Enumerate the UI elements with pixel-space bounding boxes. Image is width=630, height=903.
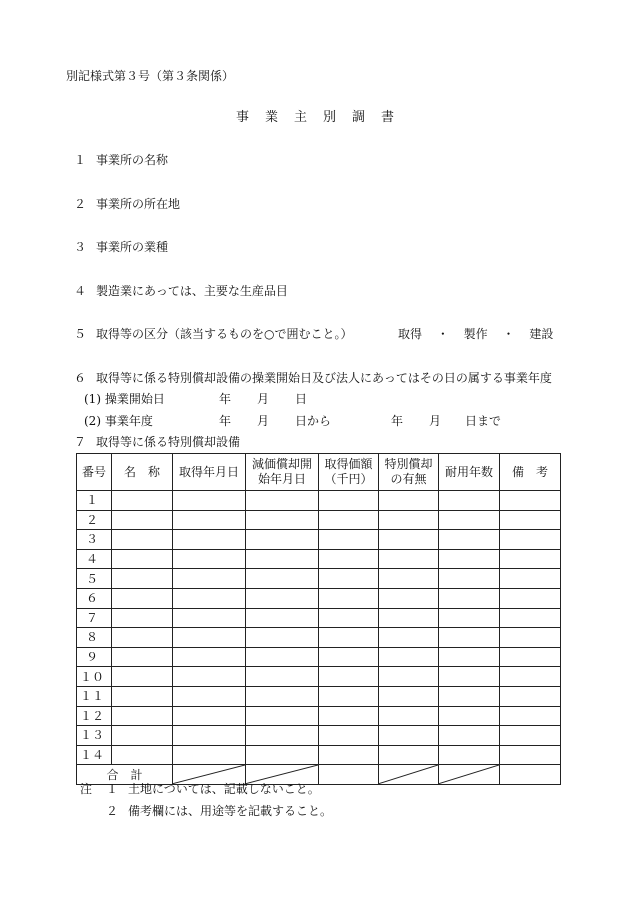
- table-cell[interactable]: [439, 667, 500, 687]
- day-until: 日まで: [465, 414, 502, 428]
- table-cell[interactable]: [439, 549, 500, 569]
- item-6: [74, 370, 552, 386]
- option-construct[interactable]: 建設: [529, 327, 554, 341]
- table-cell[interactable]: [246, 510, 319, 530]
- item-number: ２: [74, 197, 87, 211]
- table-row: [77, 706, 561, 726]
- total-cell[interactable]: [500, 765, 561, 785]
- row-number-cell: ６: [77, 588, 112, 608]
- table-cell[interactable]: [173, 628, 246, 648]
- table-cell[interactable]: [112, 491, 173, 511]
- item-number: ７: [74, 435, 87, 449]
- table-header-row: [77, 454, 561, 491]
- table-cell[interactable]: [319, 706, 379, 726]
- table-cell[interactable]: [112, 686, 173, 706]
- item-3: [74, 239, 168, 255]
- table-cell[interactable]: [319, 510, 379, 530]
- header-special-depreciation: [379, 454, 439, 491]
- table-cell[interactable]: [112, 510, 173, 530]
- table-cell[interactable]: [319, 549, 379, 569]
- year-unit: 年: [219, 392, 232, 406]
- table-cell[interactable]: [500, 647, 561, 667]
- table-cell[interactable]: [246, 569, 319, 589]
- table-row: [77, 726, 561, 746]
- row-number-cell: ３: [77, 530, 112, 550]
- table-cell[interactable]: [246, 686, 319, 706]
- item-2: [74, 196, 180, 212]
- table-cell[interactable]: [379, 569, 439, 589]
- table-row: [77, 686, 561, 706]
- table-cell[interactable]: [319, 667, 379, 687]
- slashed-cell: [439, 765, 500, 785]
- table-cell[interactable]: [379, 647, 439, 667]
- table-cell[interactable]: [112, 608, 173, 628]
- note-number: １: [106, 782, 119, 796]
- table-cell[interactable]: [319, 569, 379, 589]
- table-cell[interactable]: [500, 549, 561, 569]
- row-number-cell: ２: [77, 510, 112, 530]
- table-cell[interactable]: [246, 647, 319, 667]
- table-cell[interactable]: [500, 726, 561, 746]
- header-text: （千円）: [324, 472, 373, 486]
- table-cell[interactable]: [112, 549, 173, 569]
- table-cell[interactable]: [319, 686, 379, 706]
- table-cell[interactable]: [439, 726, 500, 746]
- header-text: 耐用年数: [444, 464, 493, 479]
- table-cell[interactable]: [379, 530, 439, 550]
- year-unit: 年: [219, 414, 232, 428]
- table-row: [77, 588, 561, 608]
- option-acquire[interactable]: 取得: [398, 327, 423, 341]
- table-cell[interactable]: [112, 569, 173, 589]
- table-cell[interactable]: [173, 745, 246, 765]
- total-cell[interactable]: [319, 765, 379, 785]
- month-unit: 月: [257, 414, 270, 428]
- day-unit: 日: [295, 392, 308, 406]
- table-cell[interactable]: [379, 510, 439, 530]
- table-cell[interactable]: [112, 647, 173, 667]
- row-number-cell: ５: [77, 569, 112, 589]
- note-prefix: 注: [80, 782, 93, 796]
- table-row: [77, 628, 561, 648]
- table-cell[interactable]: [439, 745, 500, 765]
- header-text: 始年月日: [257, 472, 306, 486]
- form-label: 別記様式第３号（第３条関係）: [66, 69, 235, 83]
- header-useful-life: [439, 454, 500, 491]
- table-cell[interactable]: [246, 628, 319, 648]
- table-cell[interactable]: [379, 628, 439, 648]
- note-2: [106, 803, 332, 819]
- header-text: 名 称: [123, 464, 160, 479]
- item-5: [74, 326, 352, 342]
- table-cell[interactable]: [112, 745, 173, 765]
- table-cell[interactable]: [246, 588, 319, 608]
- table-cell[interactable]: [173, 510, 246, 530]
- table-cell[interactable]: [319, 745, 379, 765]
- note-text: 土地については、記載しないこと。: [128, 782, 320, 796]
- table-cell[interactable]: [319, 608, 379, 628]
- table-cell[interactable]: [439, 510, 500, 530]
- option-separator: ・: [436, 327, 449, 341]
- table-cell[interactable]: [379, 549, 439, 569]
- table-cell[interactable]: [112, 667, 173, 687]
- note-text: 備考欄には、用途等を記載すること。: [128, 804, 333, 818]
- table-cell[interactable]: [246, 530, 319, 550]
- item-7: [74, 434, 240, 450]
- fiscal-year-row: [84, 413, 501, 429]
- table-row: [77, 608, 561, 628]
- table-cell[interactable]: [246, 745, 319, 765]
- item-text: 事業所の名称: [96, 153, 169, 167]
- table-cell[interactable]: [319, 726, 379, 746]
- table-cell[interactable]: [500, 706, 561, 726]
- table-cell[interactable]: [379, 706, 439, 726]
- table-cell[interactable]: [379, 667, 439, 687]
- table-row: [77, 510, 561, 530]
- note-number: ２: [106, 804, 119, 818]
- row-number-cell: ９: [77, 647, 112, 667]
- item-text: 取得等の区分（該当するものを○で囲むこと。）: [96, 327, 353, 341]
- item-number: ５: [74, 327, 87, 341]
- table-cell[interactable]: [379, 745, 439, 765]
- table-row: [77, 647, 561, 667]
- table-cell[interactable]: [500, 569, 561, 589]
- row-number-cell: １２: [77, 706, 112, 726]
- fiscal-year-label: (2) 事業年度: [84, 414, 153, 428]
- month-unit: 月: [257, 392, 270, 406]
- table-cell[interactable]: [319, 588, 379, 608]
- table-cell[interactable]: [500, 588, 561, 608]
- table-cell[interactable]: [500, 491, 561, 511]
- header-acquired-date: [173, 454, 246, 491]
- acquisition-options: [398, 326, 553, 342]
- item-4: [74, 283, 288, 299]
- header-number: [77, 454, 112, 491]
- row-number-cell: ７: [77, 608, 112, 628]
- slashed-cell: [379, 765, 439, 785]
- table-cell[interactable]: [500, 608, 561, 628]
- table-cell[interactable]: [112, 706, 173, 726]
- table-cell[interactable]: [173, 608, 246, 628]
- item-text: 事業所の業種: [96, 240, 169, 254]
- row-number-cell: １３: [77, 726, 112, 746]
- item-number: ４: [74, 284, 87, 298]
- row-number-cell: １０: [77, 667, 112, 687]
- table-cell[interactable]: [112, 588, 173, 608]
- row-number-cell: ４: [77, 549, 112, 569]
- header-text: 特別償却: [384, 457, 433, 471]
- table-cell[interactable]: [500, 745, 561, 765]
- table-cell[interactable]: [319, 647, 379, 667]
- table-cell[interactable]: [173, 588, 246, 608]
- table-cell[interactable]: [112, 726, 173, 746]
- year-unit: 年: [391, 414, 404, 428]
- table-cell[interactable]: [500, 510, 561, 530]
- table-cell[interactable]: [246, 667, 319, 687]
- item-text: 事業所の所在地: [96, 197, 181, 211]
- day-from: 日から: [295, 414, 332, 428]
- table-cell[interactable]: [439, 647, 500, 667]
- row-number-cell: ８: [77, 628, 112, 648]
- table-row: [77, 549, 561, 569]
- table-cell[interactable]: [173, 726, 246, 746]
- table-cell[interactable]: [439, 706, 500, 726]
- header-text: 番号: [81, 464, 106, 479]
- option-manufacture[interactable]: 製作: [463, 327, 488, 341]
- header-depreciation-start: [246, 454, 319, 491]
- table-cell[interactable]: [379, 686, 439, 706]
- table-cell[interactable]: [379, 608, 439, 628]
- table-cell[interactable]: [319, 530, 379, 550]
- item-text: 取得等に係る特別償却設備の操業開始日及び法人にあってはその日の属する事業年度: [96, 371, 552, 385]
- table-cell[interactable]: [173, 667, 246, 687]
- table-cell[interactable]: [439, 686, 500, 706]
- header-text: の有無: [390, 472, 427, 486]
- item-number: ３: [74, 240, 87, 254]
- item-text: 取得等に係る特別償却設備: [96, 435, 241, 449]
- table-cell[interactable]: [173, 491, 246, 511]
- table-cell[interactable]: [173, 686, 246, 706]
- table-cell[interactable]: [319, 491, 379, 511]
- item-text: 製造業にあっては、主要な生産品目: [96, 284, 288, 298]
- table-row: [77, 569, 561, 589]
- table-row: [77, 667, 561, 687]
- header-text: 備 考: [511, 464, 548, 479]
- table-row: [77, 491, 561, 511]
- table-cell[interactable]: [246, 608, 319, 628]
- item-1: [74, 152, 168, 168]
- table-cell[interactable]: [379, 491, 439, 511]
- total-label: 合 計: [77, 765, 173, 785]
- table-cell[interactable]: [500, 628, 561, 648]
- note-1: [80, 781, 320, 797]
- table-cell[interactable]: [439, 530, 500, 550]
- table-cell[interactable]: [500, 686, 561, 706]
- start-date-label: (1) 操業開始日: [84, 392, 165, 406]
- table-cell[interactable]: [173, 549, 246, 569]
- header-text: 減価償却開: [251, 457, 312, 471]
- asset-table: [76, 453, 561, 785]
- row-number-cell: １４: [77, 745, 112, 765]
- table-cell[interactable]: [173, 569, 246, 589]
- row-number-cell: １: [77, 491, 112, 511]
- header-text: 取得価額: [324, 457, 373, 471]
- table-cell[interactable]: [246, 549, 319, 569]
- table-cell[interactable]: [319, 628, 379, 648]
- month-unit: 月: [429, 414, 442, 428]
- table-cell[interactable]: [379, 726, 439, 746]
- table-cell[interactable]: [500, 530, 561, 550]
- header-name: [112, 454, 173, 491]
- option-separator: ・: [502, 327, 515, 341]
- document-title: 事業主別調書: [235, 110, 410, 125]
- table-cell[interactable]: [379, 588, 439, 608]
- row-number-cell: １１: [77, 686, 112, 706]
- header-text: 取得年月日: [178, 464, 239, 479]
- table-cell[interactable]: [173, 647, 246, 667]
- table-cell[interactable]: [439, 569, 500, 589]
- table-cell[interactable]: [246, 726, 319, 746]
- table-cell[interactable]: [439, 628, 500, 648]
- table-cell[interactable]: [112, 628, 173, 648]
- start-date-row: [84, 391, 307, 407]
- table-cell[interactable]: [439, 588, 500, 608]
- table-cell[interactable]: [246, 491, 319, 511]
- table-row: [77, 530, 561, 550]
- table-cell[interactable]: [246, 706, 319, 726]
- table-cell[interactable]: [439, 608, 500, 628]
- table-cell[interactable]: [112, 530, 173, 550]
- table-cell[interactable]: [500, 667, 561, 687]
- table-row: [77, 745, 561, 765]
- header-acquisition-cost: [319, 454, 379, 491]
- item-number: ６: [74, 371, 87, 385]
- table-cell[interactable]: [173, 706, 246, 726]
- table-cell[interactable]: [439, 491, 500, 511]
- table-cell[interactable]: [173, 530, 246, 550]
- item-number: １: [74, 153, 87, 167]
- header-remarks: [500, 454, 561, 491]
